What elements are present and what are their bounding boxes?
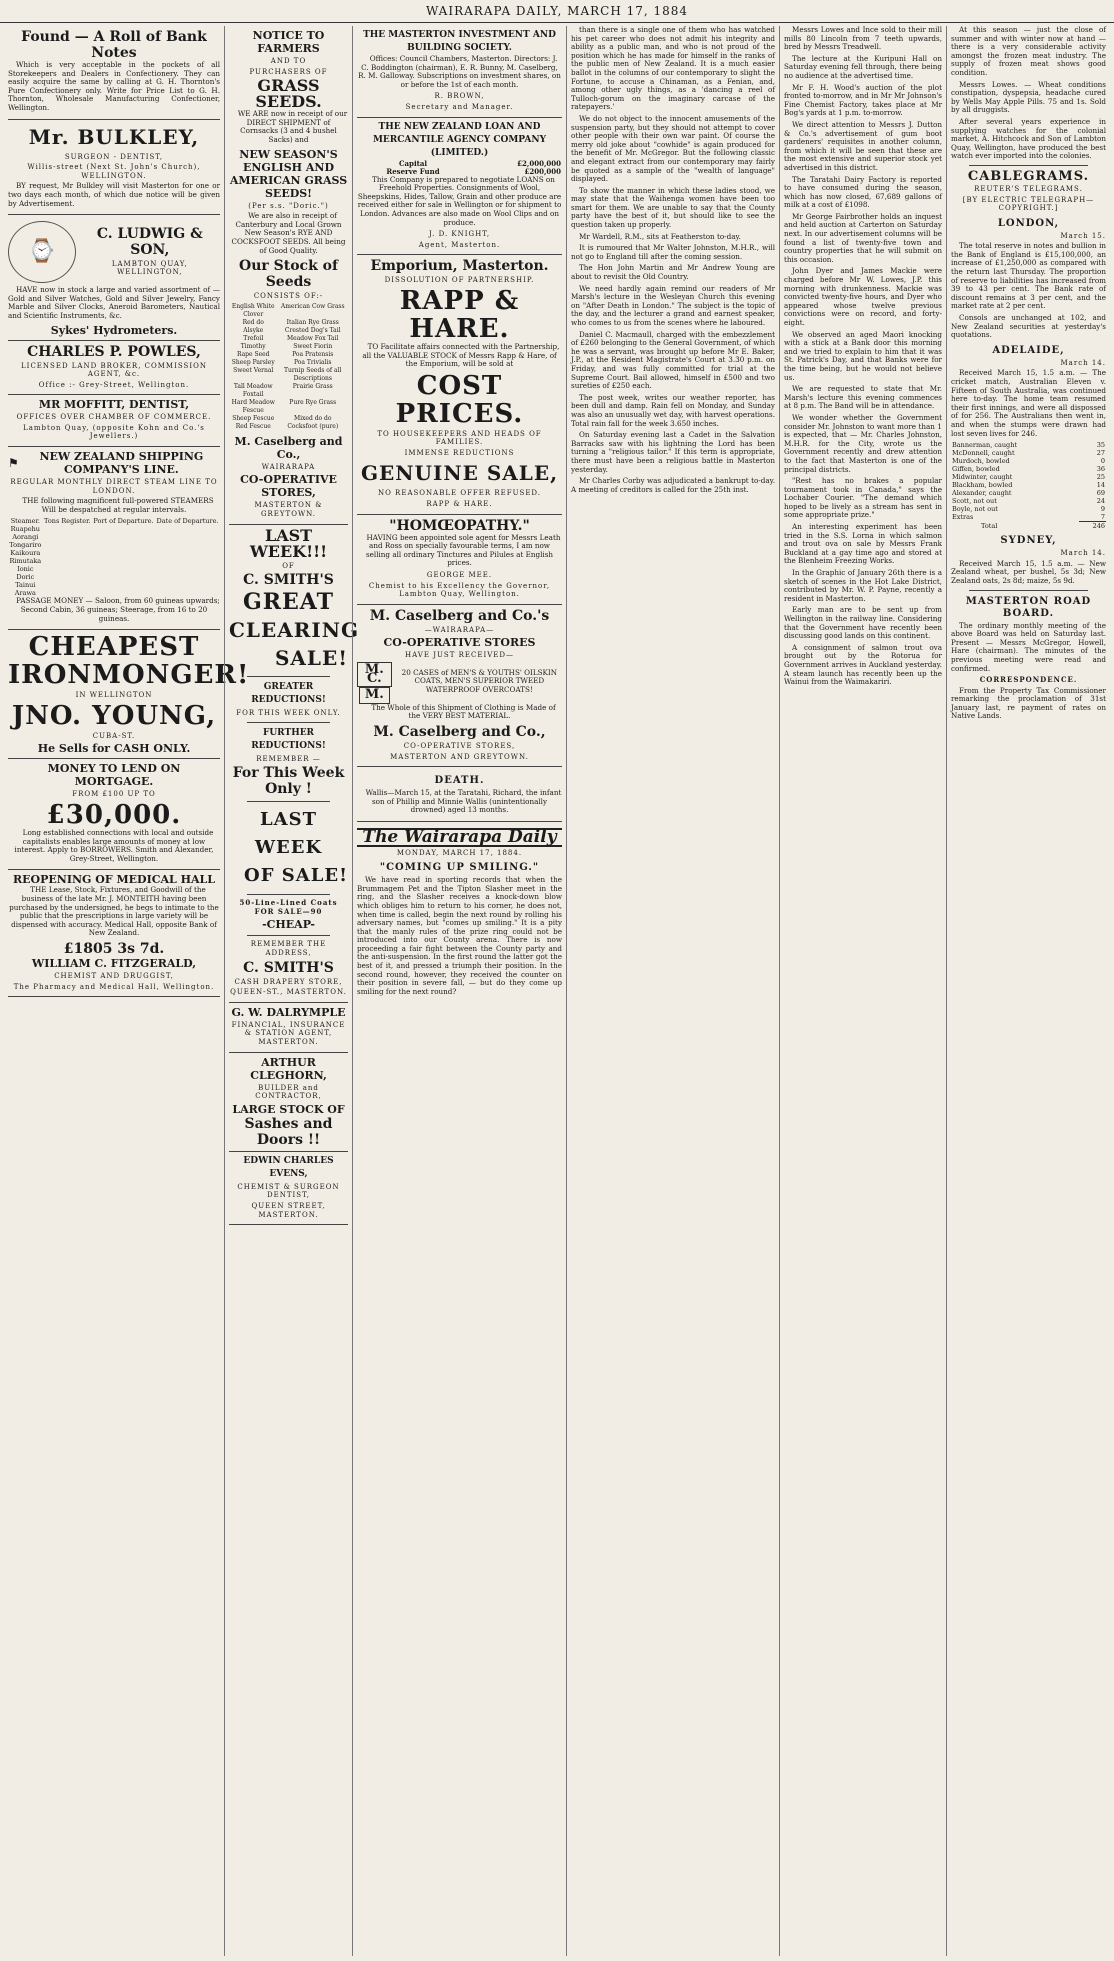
ironmonger-town: IN WELLINGTON bbox=[75, 691, 153, 700]
editorial-heading: "COMING UP SMILING." bbox=[379, 862, 540, 874]
batsman: Scott, not out bbox=[952, 497, 997, 506]
ship-name: Tainui bbox=[15, 581, 36, 590]
adelaide-score-table bbox=[951, 441, 1106, 530]
cleghorn-name: ARTHUR CLEGHORN, bbox=[250, 1055, 327, 1082]
notice-heading: NOTICE TO FARMERS bbox=[252, 29, 325, 55]
seed-item: Cocksfoot (pure) bbox=[287, 422, 339, 430]
runs: 9 bbox=[1100, 505, 1105, 514]
ad-ironmonger bbox=[8, 630, 250, 759]
article-paragraph: Mr F. H. Wood's auction of the plot fronted to-morrow, and in Mr Mr Johnson's Fine Chemist Factory, takes place at Mr Bog's yards at 1 p.m. to-morrow. bbox=[784, 82, 942, 118]
article-paragraph: We are requested to state that Mr. Marsh's lecture this evening commences at 8 p.m. The Band will be in attendance. bbox=[784, 384, 942, 411]
seed-item: Turnip Seeds of all Descriptions bbox=[284, 366, 342, 382]
article-paragraph: At this season — just the close of summer and with winter now at hand — there is a very considerable activity amongst the frozen meat industry. The supply of frozen meat shows good condition. bbox=[951, 25, 1106, 77]
agency-body: This Company is prepared to negotiate LOANS on Freehold Properties. Consignments of Wool, Sheepskins, Hides, Tallow, Grain and other produce are received either for sale in Wellington or for shipment to London. Advances are also made on Wool Clips and on produce. bbox=[357, 174, 562, 227]
article-paragraph: After several years experience in supplying watches for the colonial market, A. Hitchcock and Son of Lambton Quay, Wellington, have produced the best watch ever imported into the colonies. bbox=[951, 116, 1106, 161]
cash-drapery: CASH DRAPERY STORE, bbox=[234, 977, 343, 986]
seed-item: Meadow Fox Tail bbox=[287, 334, 339, 342]
queen-street: QUEEN-ST., MASTERTON. bbox=[230, 988, 347, 997]
ad-grass-seeds bbox=[229, 26, 348, 525]
powles-address: Office :- Grey-Street, Wellington. bbox=[38, 380, 190, 389]
evens-title: CHEMIST & SURGEON DENTIST, bbox=[237, 1182, 340, 1200]
watch-emblem-icon: ⌚ bbox=[8, 221, 76, 283]
score-row bbox=[951, 489, 1106, 497]
further-reductions: FURTHER REDUCTIONS! bbox=[251, 727, 326, 751]
seed-item: Poa Pratensis bbox=[292, 350, 334, 358]
remember: REMEMBER — bbox=[256, 754, 321, 763]
purchasers: PURCHASERS OF bbox=[249, 67, 328, 76]
paper-date: MONDAY, MARCH 17, 1884. bbox=[396, 848, 523, 857]
mc-monogram bbox=[357, 662, 392, 704]
article-paragraph: We need hardly again remind our readers of Mr Marsh's lecture in the Wesleyan Church this evening on "After Death in London." The subject is the topic of the day, and the lecturer a grand and earnest speaker, who comes to us from the scenes where he laboured. bbox=[571, 283, 775, 327]
ad-evens bbox=[229, 1152, 348, 1225]
large-stock: LARGE STOCK OF bbox=[232, 1102, 345, 1116]
ship-name: Tongariro bbox=[9, 541, 42, 550]
ship-name: Ionic bbox=[17, 565, 34, 574]
seed-item: Sweet Vernal bbox=[233, 366, 274, 374]
paper-title: The Wairarapa Daily bbox=[357, 828, 562, 847]
stock-heading: Our Stock of Seeds bbox=[239, 258, 338, 291]
article-paragraph: Messrs Lowes. — Wheat conditions constipation, dyspepsia, headache cured by Wells May Apple Pills. 75 and 1s. Sold by all druggists. bbox=[951, 79, 1106, 115]
total-label: Total bbox=[981, 521, 998, 530]
seed-item: Pure Rye Grass bbox=[289, 398, 337, 406]
adelaide-heading: ADELAIDE, bbox=[992, 344, 1065, 356]
cheapest-heading: CHEAPEST bbox=[28, 632, 200, 663]
london-body: The total reserve in notes and bullion in the Bank of England is £15,100,000, an increase of £1,250,000 as compared with the return last Thursday. The proportion of reserve to liabilities has increased from 39 to 43 per cent. The Bank rate of discount remains at 3 per cent, and the market rate at 2 per cent. bbox=[951, 241, 1106, 311]
article-paragraph: Mr Wardell, R.M., sits at Featherston to-day. bbox=[579, 231, 741, 241]
seed-item: Tall Meadow Foxtail bbox=[233, 382, 273, 398]
sashes: Sashes and Doors !! bbox=[244, 1115, 333, 1148]
ship-name: Doric bbox=[16, 573, 35, 582]
bulkley-name: Mr. BULKLEY, bbox=[28, 124, 200, 149]
just-received: HAVE JUST RECEIVED— bbox=[405, 651, 514, 660]
loan-heading: MONEY TO LEND ON MORTGAGE. bbox=[47, 762, 181, 789]
runs: 7 bbox=[1100, 513, 1105, 522]
article-paragraph: A consignment of salmon trout ova brought out by the Rotorua for Government arrives in Auckland yesterday. A steam launch has recently been up the Wainui from the Waimakariri. bbox=[784, 642, 942, 687]
and-to: AND TO bbox=[270, 57, 307, 65]
loan-amount: £30,000. bbox=[46, 800, 182, 830]
grass-heading: GRASS SEEDS. bbox=[255, 76, 322, 112]
lined-coats: 50-Line-Lined Coats FOR SALE—90 bbox=[239, 898, 338, 916]
batsman: Bannerman, caught bbox=[952, 441, 1017, 450]
caselberg-name-2: M. Caselberg and Co.'s bbox=[369, 607, 550, 624]
cost-prices: COST PRICES. bbox=[395, 370, 524, 429]
road-board-heading: MASTERTON ROAD BOARD. bbox=[965, 595, 1092, 619]
sydney-date: March 14. bbox=[1060, 549, 1106, 558]
homoeopathy-body: HAVING been appointed sole agent for Messrs Leath and Ross on specially favourable terms, I am now selling all ordinary Tinctures and Pilules at English prices. bbox=[365, 532, 561, 568]
column-4 bbox=[566, 26, 779, 1956]
of: OF bbox=[282, 561, 295, 570]
ad-cleghorn bbox=[229, 1053, 348, 1152]
english-american: ENGLISH AND AMERICAN GRASS SEEDS! bbox=[229, 160, 348, 200]
caselberg-name: M. Caselberg and Co., bbox=[234, 434, 343, 461]
article-paragraph: We wonder whether the Government consider Mr. Johnston to want more than 1 is expected, that — Mr. Charles Johnston, M.H.R. for the City, wrote us the Government recently and drew attention to the fact that Masterton is one of the principal districts. bbox=[784, 412, 942, 474]
article-paragraph: We direct attention to Messrs J. Dutton & Co.'s advertisement of gum boot gardeners' requisites in another column, from which it will be seen that these are the most extensive and superior stock yet advertised in this district. bbox=[784, 119, 942, 172]
ship-table bbox=[8, 517, 220, 597]
capital-value: £2,000,000 bbox=[517, 158, 561, 168]
csmith: C. SMITH'S bbox=[243, 572, 334, 589]
runs: 27 bbox=[1096, 449, 1105, 458]
masthead-title: WAIRARAPA DAILY, MARCH 17, 1884 bbox=[425, 4, 689, 18]
greater-reductions: GREATER REDUCTIONS! bbox=[251, 682, 326, 706]
runs: 35 bbox=[1096, 441, 1105, 450]
runs: 14 bbox=[1096, 481, 1105, 490]
ad-medical bbox=[8, 870, 220, 997]
loan-body: Long established connections with local and outside capitalists enables large amounts of money at low interest. Apply to BORROWERS. Smith and Alexander, Grey-Street, Wellington. bbox=[14, 828, 214, 863]
found-heading: Found — A Roll of Bank Notes bbox=[21, 29, 207, 61]
article-paragraph: John Dyer and James Mackie were charged before Mr W. Lowes, J.P. this morning with drunkenness. Mackie was convicted twenty-five hours, and Dyer who appeared whose twelve previous convictions were on record, and forty-eight. bbox=[784, 266, 942, 327]
seed-item: Alsyke bbox=[243, 326, 264, 334]
rapp-hare-2: RAPP & HARE. bbox=[426, 500, 493, 509]
remember-address: REMEMBER THE ADDRESS, bbox=[250, 940, 327, 958]
ship-header: Port of Departure. bbox=[93, 517, 154, 526]
seed-item: Rape Seed bbox=[236, 350, 270, 358]
society-body: Offices: Council Chambers, Masterton. Directors: J. C. Boddington (chairman), E. R. Bunny, M. Caselberg, R. M. Galloway. Subscriptions on investment shares, on or before the 1st of each month. bbox=[358, 54, 561, 89]
evens-address: QUEEN STREET, MASTERTON. bbox=[251, 1202, 326, 1219]
society-heading: THE MASTERTON INVESTMENT AND BUILDING SOCIETY. bbox=[363, 30, 556, 53]
batsman: Blackham, bowled bbox=[952, 481, 1013, 490]
dissolution: DISSOLUTION OF PARTNERSHIP. bbox=[384, 276, 535, 285]
loan-from: FROM £100 UP TO bbox=[72, 790, 156, 799]
bytel-heading: [BY ELECTRIC TELEGRAPH—COPYRIGHT.] bbox=[962, 195, 1095, 213]
masthead bbox=[0, 0, 1114, 23]
ad-caselberg-coats bbox=[357, 605, 562, 767]
seed-item: American Cow Grass bbox=[280, 302, 345, 310]
ad-homoeopathy bbox=[357, 515, 562, 605]
ship-header: Steamer. bbox=[10, 517, 40, 526]
mc-top: M. C. bbox=[357, 662, 392, 687]
sale: SALE! bbox=[274, 646, 348, 671]
runs: 0 bbox=[1100, 457, 1105, 466]
reserve-value: £200,000 bbox=[524, 166, 561, 176]
runs: 24 bbox=[1096, 497, 1105, 506]
adelaide-body: Received March 15, 1.5 a.m. — The cricket match, Australian Eleven v. Fifteen of South Australia, was continued here to-day. The home team resumed their first innings, and were all dispossed of for 256. The Australians then went in, and when the stumps were drawn had lost seven lives for 246. bbox=[951, 368, 1106, 438]
ship-name: Rimutaka bbox=[9, 557, 42, 566]
road-board-body: The ordinary monthly meeting of the above Board was held on Saturday last. Present — Messrs McGregor, Howell, Hare (chairman). The minutes of the previous meeting were read and confirmed. bbox=[951, 620, 1106, 673]
score-row bbox=[951, 497, 1106, 505]
whole-text: The Whole of this Shipment of Clothing is Made of the VERY BEST MATERIAL. bbox=[371, 702, 556, 721]
article-paragraph: In the Graphic of January 26th there is a sketch of scenes in the Hot Lake District, contributed by Mr. W. P. Payne, recently a resident in Masterton. bbox=[784, 568, 942, 603]
score-row bbox=[951, 441, 1106, 449]
brown-title: Secretary and Manager. bbox=[405, 102, 514, 111]
sykes-heading: Sykes' Hydrometers. bbox=[50, 323, 178, 337]
ad-dalrymple bbox=[229, 1003, 348, 1053]
correspondence-body: From the Property Tax Commissioner remarking the proclamation of 31st January last, re payment of rates on Native Lands. bbox=[951, 685, 1106, 721]
medical-body: THE Lease, Stock, Fixtures, and Goodwill of the business of the late Mr. J. MONTEITH having been purchased by the undersigned, he begs to intimate to the public that the prescriptions in large variety will be dispensed with accuracy. Medical Hall, opposite Bank of New Zealand. bbox=[9, 885, 219, 938]
agency-heading: THE NEW ZEALAND LOAN AND MERCANTILE AGENCY COMPANY (LIMITED.) bbox=[372, 121, 547, 158]
article-paragraph: Mr Charles Corby was adjudicated a bankrupt to-day. A meeting of creditors is called for the 25th inst. bbox=[571, 476, 775, 494]
powles-name: CHARLES P. POWLES, bbox=[27, 343, 201, 360]
seed-item: Italian Rye Grass bbox=[286, 318, 339, 326]
article-paragraph: The Taratahi Dairy Factory is reported to have consumed during the season, which has now closed, 67,689 gallons of milk at a cost of £1098. bbox=[784, 174, 942, 210]
nzss-body: THE following magnificent full-powered STEAMERS Will be despatched at regular intervals. bbox=[22, 496, 214, 514]
per-ship: (Per s.s. "Doric.") bbox=[248, 201, 329, 210]
dalrymple-name: G. W. DALRYMPLE bbox=[231, 1005, 346, 1019]
medical-heading: REOPENING OF MEDICAL HALL bbox=[13, 873, 215, 887]
seed-item: Trefoil bbox=[243, 334, 264, 342]
homoeopathy-heading: "HOMŒOPATHY." bbox=[389, 517, 530, 534]
ad-moffitt bbox=[8, 395, 220, 447]
seed-item: Red Fescue bbox=[235, 422, 271, 430]
reserve-label: Reserve Fund bbox=[386, 166, 440, 176]
brown-name: R. BROWN, bbox=[434, 92, 485, 101]
sydney-body: Received March 15, 1.5 a.m. — New Zealand wheat, per bushel, 5s 3d; New Zealand oats, 2s 8d; maize, 5s 9d. bbox=[951, 558, 1106, 585]
runs: 25 bbox=[1096, 473, 1105, 482]
article-paragraph: The post week, writes our weather reporter, has been dull and damp. Rain fell on Monday, and Sunday was also an unusually wet day, with harvest operations. Total rain fall for the week 3.650 inches. bbox=[571, 392, 775, 428]
newspaper-page bbox=[4, 26, 1110, 1956]
score-total-row bbox=[951, 522, 1106, 531]
seed-item: Red do bbox=[242, 318, 264, 326]
article-paragraph: "Rest has no brakes a popular tournament took in Canada," says the Lochaber Courier. "The demand which hoped to be lively as a stream has sent in some appropriate prize." bbox=[784, 476, 942, 520]
of-sale: OF SALE! bbox=[244, 865, 348, 887]
bulkley-body: BY request, Mr Bulkley will visit Masterton for one or two days each month, of which due notice will be given by Advertisement. bbox=[8, 181, 220, 208]
article-paragraph: It is rumoured that Mr Walter Johnston, M.H.R., will not go to England till after the coming session. bbox=[571, 243, 775, 261]
death-body: Wallis—March 15, at the Taratahi, Richard, the infant son of Phillip and Minnie Wallis (unintentionally drowned) aged 13 months. bbox=[365, 788, 562, 815]
score-row bbox=[951, 513, 1106, 522]
passage-money: PASSAGE MONEY — Saloon, from 60 guineas upwards; Second Cabin, 36 guineas; Steerage, from 16 to 20 guineas. bbox=[16, 596, 220, 623]
death-notice bbox=[357, 767, 562, 822]
article-paragraph: Messrs Lowes and Ince sold to their mill mills 80 Lincoln from 7 teeth upwards, bred by Messrs Treadwell. bbox=[784, 25, 942, 52]
batsman: Boyle, not out bbox=[952, 505, 998, 514]
no-reserve: NO REASONABLE OFFER REFUSED. bbox=[377, 489, 542, 498]
young-address: CUBA-ST. bbox=[92, 731, 136, 740]
bulkley-title: SURGEON - DENTIST, bbox=[64, 152, 164, 161]
ship-name: Kaikoura bbox=[10, 549, 41, 558]
sydney-heading: SYDNEY, bbox=[1000, 535, 1057, 547]
reuter-heading: REUTER'S TELEGRAMS. bbox=[974, 184, 1083, 193]
batsman: Midwinter, caught bbox=[952, 473, 1013, 482]
score-row bbox=[951, 465, 1106, 473]
correspondence-heading: CORRESPONDENCE. bbox=[979, 675, 1078, 685]
young-cash: He Sells for CASH ONLY. bbox=[37, 742, 191, 756]
moffitt-title: OFFICES OVER CHAMBER OF COMMERCE. bbox=[16, 413, 212, 422]
last-week-2: LAST WEEK bbox=[254, 809, 323, 859]
one-week: For This Week Only ! bbox=[232, 765, 345, 798]
great: GREAT bbox=[242, 589, 335, 616]
coop-stores-2: CO-OPERATIVE STORES bbox=[383, 636, 536, 650]
capital-table bbox=[357, 160, 562, 176]
ship-name: Aorangi bbox=[12, 533, 39, 542]
evens-name: EDWIN CHARLES EVENS, bbox=[243, 1155, 334, 1179]
article-paragraph: The Hon John Martin and Mr Andrew Young are about to revisit the Old Country. bbox=[571, 263, 775, 282]
seed-item: Crested Dog's Tail bbox=[284, 326, 341, 334]
moffitt-name: MR MOFFITT, DENTIST, bbox=[38, 398, 190, 412]
batsman: Murdoch, bowled bbox=[952, 457, 1010, 466]
capital-label: Capital bbox=[398, 158, 428, 168]
runs: 36 bbox=[1096, 465, 1105, 474]
rapp-body: TO Facilitate affairs connected with the Partnership, all the VALUABLE STOCK of Messrs Rapp & Hare, of the Emporium, will be sold at bbox=[362, 341, 560, 369]
coop-towns: MASTERTON & GREYTOWN. bbox=[254, 501, 323, 518]
total-value: 246 bbox=[1079, 522, 1106, 531]
ship-header: Tons Register. bbox=[44, 517, 91, 526]
seed-item: Sheep Parsley bbox=[231, 358, 275, 366]
bargains: IMMENSE REDUCTIONS bbox=[404, 448, 515, 457]
batsman: Alexander, caught bbox=[952, 489, 1012, 498]
death-heading: DEATH. bbox=[434, 775, 485, 787]
article-paragraph: The lecture at the Kuripuni Hall on Saturday evening fell through, there being no audience at the advertised time. bbox=[784, 53, 942, 80]
cocksfoot-body: We are also in receipt of Canterbury and Local Grown New Season's RYE AND COCKSFOOT SEEDS. All being of Good Quality. bbox=[231, 211, 346, 255]
adelaide-date: March 14. bbox=[1060, 358, 1106, 367]
coop-stores: CO-OPERATIVE STORES, bbox=[240, 473, 337, 500]
batsman: McDonnell, caught bbox=[952, 449, 1015, 458]
powles-title: LICENSED LAND BROKER, COMMISSION AGENT, &c. bbox=[21, 361, 207, 379]
ship-header: Date of Departure. bbox=[156, 517, 219, 526]
consols-body: Consols are unchanged at 102, and New Zealand securities at yesterday's quotations. bbox=[951, 313, 1106, 340]
moffitt-address: Lambton Quay, (opposite Kohn and Co.'s Jewellers.) bbox=[23, 423, 205, 441]
ad-found bbox=[8, 26, 220, 120]
score-row bbox=[951, 505, 1106, 513]
ad-building-society bbox=[357, 26, 562, 118]
seed-item: English White Clover bbox=[231, 302, 275, 318]
editorial-body: We have read in sporting records that when the Brummagem Pet and the Tipton Slasher meet in the ring, and the Slasher receives a knock-down blow which obliges him to return to his corner, he does not, when time is called, begin the next round by rolling his adversary names, but "comes up smiling." It is a pity that the manly rules of the prize ring could not be introduced into our County arena. There is now proceeding a fair fight between the County party and the anti-suspension. In the first round the latter got the best of it, and pressed a triumph their position. In the second round, however, they received the counter on their position in severe fall, — but do they come up smiling for the next round? bbox=[357, 875, 562, 996]
ludwig-name: C. LUDWIG & SON, bbox=[96, 225, 203, 258]
mee-title: Chemist to his Excellency the Governor, Lambton Quay, Wellington. bbox=[368, 581, 551, 599]
coop-towns-3: MASTERTON AND GREYTOWN. bbox=[390, 752, 529, 761]
genuine-sale: GENUINE SALE, bbox=[360, 461, 559, 486]
dalrymple-title: FINANCIAL, INSURANCE & STATION AGENT, MASTERTON. bbox=[231, 1020, 346, 1047]
consists: CONSISTS OF:- bbox=[253, 292, 324, 301]
coop-stores-3: CO-OPERATIVE STORES, bbox=[403, 741, 516, 750]
ad-loan bbox=[8, 759, 220, 870]
ship-name: Ruapehu bbox=[10, 525, 40, 534]
article-paragraph: To show the manner in which these ladies stood, we may state that the Waihenga women have been too smart for them. We are unable to say that the County party have the best of it, but should like to see the question taken up properly. bbox=[571, 185, 775, 230]
young-name: JNO. YOUNG, bbox=[11, 700, 217, 731]
fitzgerald-name: WILLIAM C. FITZGERALD, bbox=[31, 956, 197, 970]
batsman: Extras bbox=[952, 513, 974, 522]
ludwig-address: LAMBTON QUAY, WELLINGTON, bbox=[111, 259, 188, 277]
article-paragraph: We observed an aged Maori knocking with a stick at a Bank door this morning and we tried to explain to him that it was St. Patrick's Day, and that Banks were for the time being, but he would not believe us. bbox=[784, 329, 942, 382]
seed-item: Prairie Grass bbox=[292, 382, 333, 390]
london-date: March 15. bbox=[1060, 231, 1106, 240]
ad-ludwig bbox=[8, 215, 220, 340]
ad-emporium bbox=[357, 255, 562, 514]
column-6 bbox=[946, 26, 1110, 1956]
new-season: NEW SEASON'S bbox=[239, 147, 338, 161]
nzss-subheading: REGULAR MONTHLY DIRECT STEAM LINE TO LONDON. bbox=[10, 478, 218, 495]
cleghorn-title: BUILDER and CONTRACTOR, bbox=[255, 1083, 322, 1101]
clearing: CLEARING bbox=[229, 618, 360, 643]
fitzgerald-address: The Pharmacy and Medical Hall, Wellington. bbox=[13, 982, 215, 991]
seeds-table bbox=[229, 303, 348, 431]
mc-bottom: M. bbox=[359, 687, 390, 704]
column-2 bbox=[224, 26, 360, 1956]
seed-item: Mixed do do bbox=[293, 414, 332, 422]
batsman: Giffen, bowled bbox=[952, 465, 1000, 474]
seed-item: Timothy bbox=[240, 342, 266, 350]
rapp-hare: RAPP & HARE. bbox=[399, 285, 520, 344]
seed-item: Sweet Fiorin bbox=[293, 342, 333, 350]
ship-name: Arawa bbox=[14, 589, 36, 598]
ad-smith-sale bbox=[229, 525, 360, 1003]
column-1 bbox=[4, 26, 250, 1956]
score-row bbox=[951, 473, 1106, 481]
runs: 69 bbox=[1096, 489, 1105, 498]
ad-powles bbox=[8, 341, 220, 396]
this-week-only: FOR THIS WEEK ONLY. bbox=[236, 709, 341, 718]
last-week: LAST WEEK!!! bbox=[249, 525, 328, 561]
article-paragraph: An interesting experiment has been tried in the S.S. Lorna in which salmon and trout ova on sale by Messrs Frank Buckland at a gay time ago and stored at the Blenheim Freezing Works. bbox=[784, 522, 942, 566]
column-3 bbox=[352, 26, 566, 1956]
caselberg-name-3: M. Caselberg and Co., bbox=[373, 723, 546, 740]
article-paragraph: On Saturday evening last a Cadet in the Salvation Barracks saw with his lightning the Lord has been turning a "religious tailor." If this term is appropriate, there must have been a religious battle in Masterton yesterday. bbox=[571, 430, 775, 474]
knight-name: J. D. KNIGHT, bbox=[428, 230, 491, 239]
knight-title: Agent, Masterton. bbox=[418, 240, 501, 249]
grass-body: WE ARE now in receipt of our DIRECT SHIPMENT of Cornsacks (3 and 4 bushel Sacks) and bbox=[237, 109, 348, 144]
article-paragraph: We do not object to the innocent amusements of the suspension party, but they should not attempt to cover other people with their own war paint. Of course the merry old joke about "cowhide" is again produced for the benefit of Mr. McGregor. But the following classic and elegant extract from our contemporary may fairly be quoted as a sample of the "wealth of language" displayed. bbox=[571, 113, 775, 184]
found-body: Which is very acceptable in the pockets of all Storekeepers and Dealers in Confectionery. They can easily acquire the same by calling at G. H. Thornton's Pure Confectionery only. Write for Price List to G. H. Thornton, Wholesale Manufacturing Confectioner, Wellington. bbox=[8, 60, 220, 112]
seed-item: Hard Meadow Fescue bbox=[231, 398, 275, 414]
score-row bbox=[951, 481, 1106, 489]
ludwig-body: HAVE now in stock a large and varied assortment of — Gold and Silver Watches, Gold and Silver Jewelry, Fancy Marble and Silver Clocks, Aneroid Barometers, Nautical and Scientific Instruments, &c. bbox=[8, 285, 220, 320]
wairarapa: WAIRARAPA bbox=[261, 462, 316, 471]
nzss-heading: NEW ZEALAND SHIPPING COMPANY'S LINE. bbox=[39, 450, 204, 477]
wairarapa-2: —WAIRARAPA— bbox=[424, 625, 495, 634]
housekeepers: TO HOUSEKEEPERS AND HEADS OF FAMILIES. bbox=[377, 429, 542, 447]
ship-flag-icon: ⚑ bbox=[8, 455, 19, 470]
medical-total: £1805 3s 7d. bbox=[63, 940, 165, 957]
cheap: -CHEAP- bbox=[262, 918, 315, 932]
ironmonger-heading: IRONMONGER! bbox=[8, 660, 250, 691]
emporium-heading: Emporium, Masterton. bbox=[370, 258, 549, 275]
score-row bbox=[951, 449, 1106, 457]
mee-name: GEORGE MEE. bbox=[426, 571, 493, 580]
cases-text: 20 CASES of MEN'S & YOUTHS' OILSKIN COATS, MEN'S SUPERIOR TWEED WATERPROOF OVERCOATS! bbox=[401, 667, 558, 694]
seed-item: Poa Trivialis bbox=[294, 358, 332, 366]
fitzgerald-title: CHEMIST AND DRUGGIST, bbox=[54, 971, 174, 980]
article-paragraph: Daniel C. Macmaull, charged with the embezzlement of £260 belonging to the General Government, of which he was a servant, was brought up before Mr E. Baker, J.P., at the Resident Magistrate's Court at 3.30 p.m. on Friday, and was fully committed for trial at the Supreme Court. Bail allowed, himself in £500 and two sureties of £250 each. bbox=[571, 329, 775, 391]
seed-item: Sheep Fescue bbox=[232, 414, 275, 422]
bulkley-address: Willis-street (Next St. John's Church), WELLINGTON. bbox=[27, 163, 201, 180]
csmith-2: C. SMITH'S bbox=[243, 959, 334, 976]
cablegrams-heading: CABLEGRAMS. bbox=[967, 168, 1090, 184]
score-row bbox=[951, 457, 1106, 465]
article-paragraph: Mr George Fairbrother holds an inquest and held auction at Carterton on Saturday next. In our advertisement columns will be found a list of twenty-five town and country properties that he will submit on this occasion. bbox=[784, 211, 942, 264]
ad-loan-agency bbox=[357, 118, 562, 256]
article-paragraph: than there is a single one of them who has watched his pet career who does not admit his integrity and ability as a public man, and who is not proud of the position which he has made for himself in the ranks of the public men of New Zealand. It is a much easier ballot in the columns of our contemporary to slight the Fortune, to accuse a Chinaman, as a Fenian, and, among other ugly things, as a 'dancing a reel of Tulloch-gorum on the imaginary carcase of the ratepayers.' bbox=[571, 25, 775, 112]
article-paragraph: Early man are to be sent up from Wellington in the railway line. Considering that the Government have recently been discussing good lands on this continent. bbox=[784, 605, 942, 641]
ad-bulkley bbox=[8, 120, 220, 216]
column-5 bbox=[779, 26, 946, 1956]
london-heading: LONDON, bbox=[997, 217, 1060, 229]
ad-nzss bbox=[8, 447, 220, 630]
